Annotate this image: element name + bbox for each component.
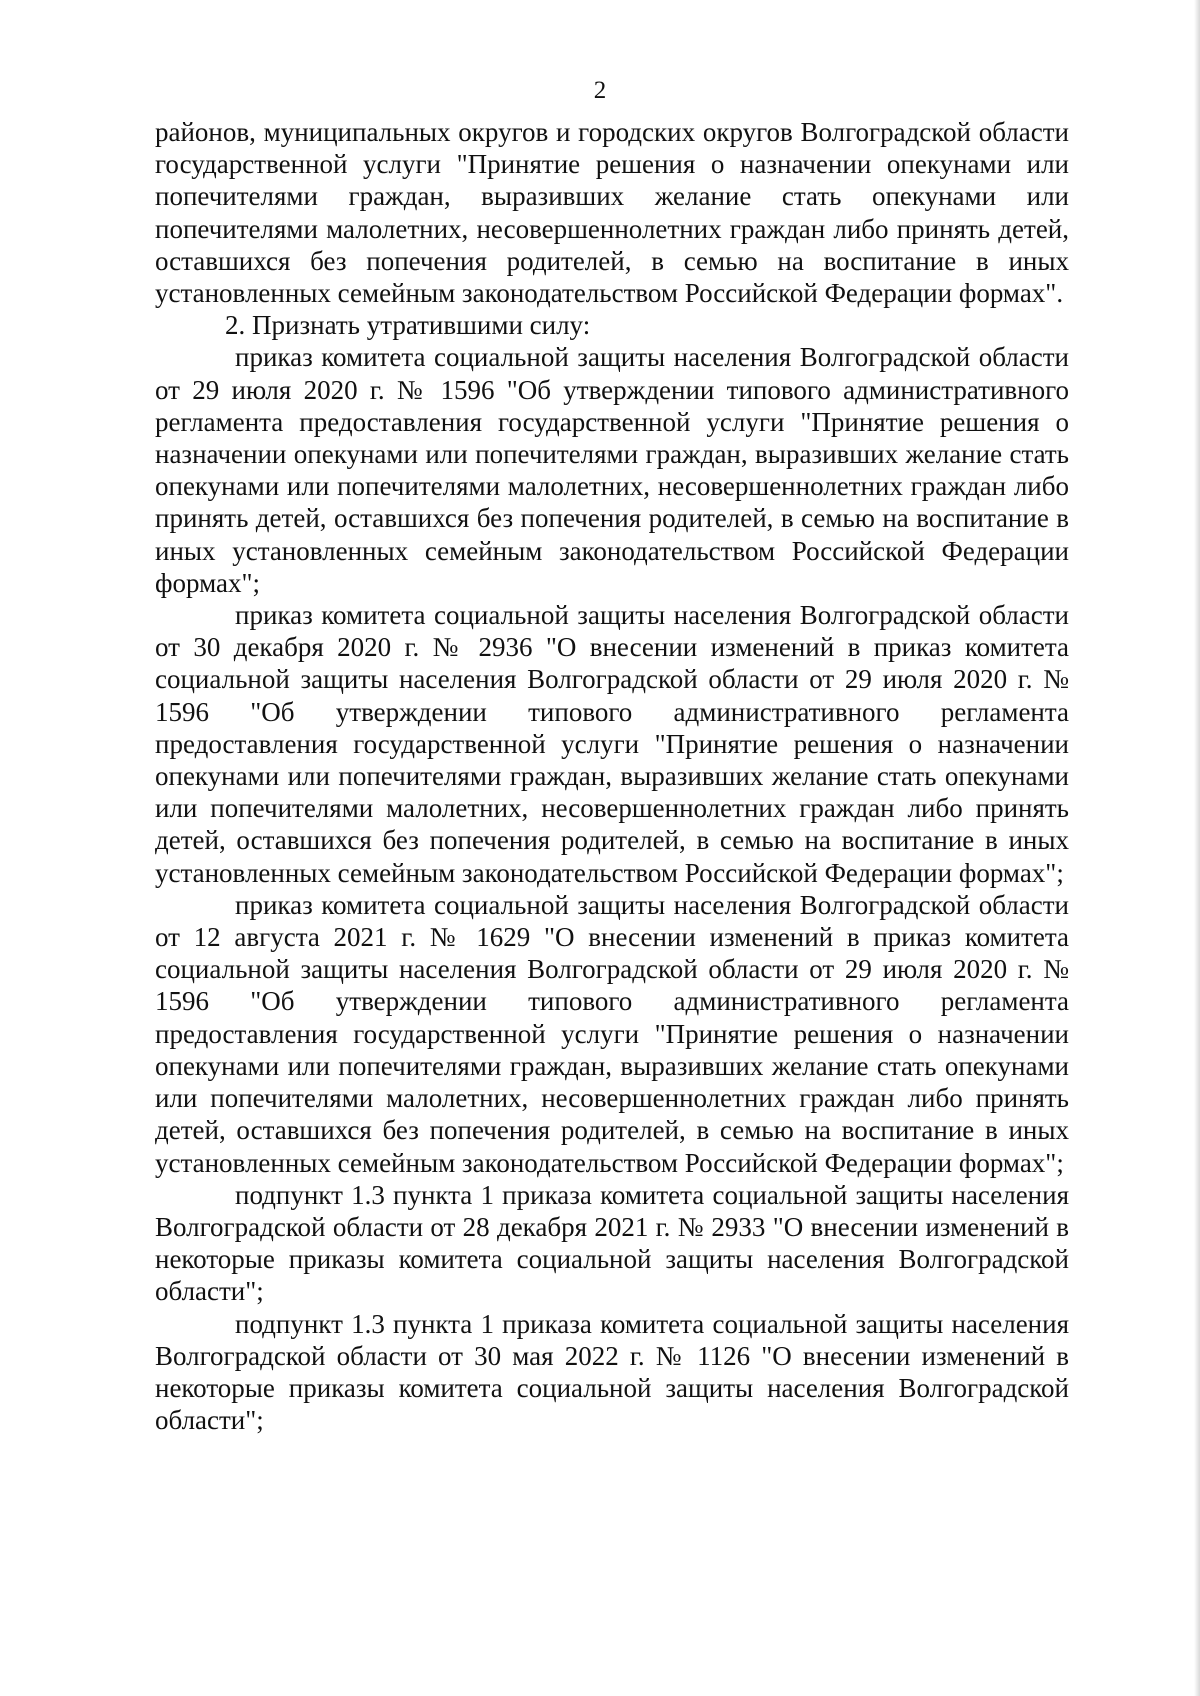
paragraph-order-1629: приказ комитета социальной защиты населения Волгоградской области от 12 августа 2021 г. № 1629 "О внесении изменений в приказ комитета социальной защиты населения Волгоградской области от 29 июля 2020 г. № 1596 "Об утверждении типового административного регламента предоставления государственной услуги "Принятие решения о назначении опекунами или попечителями граждан, выразивших желание стать опекунами или попечителями малолетних, несовершеннолетних граждан либо принять детей, оставшихся без попечения родителей, в семью на воспитание в иных установленных семейным законодательством Российской Федерации формах"; — [155, 889, 1069, 1178]
paragraph-continuation: районов, муниципальных округов и городских округов Волгоградской области государственной услуги "Принятие решения о назначении опекунами или попечителями граждан, выразивших желание стать опекунами или попечителями малолетних, несовершеннолетних граждан либо принять детей, оставшихся без попечения родителей, в семью на воспитание в иных установленных семейным законодательством Российской Федерации формах". — [155, 117, 1069, 309]
scan-edge-shadow — [1194, 0, 1200, 1696]
paragraph-item-2-heading: 2. Признать утратившими силу: — [225, 310, 591, 341]
paragraph-order-2936: приказ комитета социальной защиты населения Волгоградской области от 30 декабря 2020 г. № 2936 "О внесении изменений в приказ комитета социальной защиты населения Волгоградской области от 29 июля 2020 г. № 1596 "Об утверждении типового административного регламента предоставления государственной услуги "Принятие решения о назначении опекунами или попечителями граждан, выразивших желание стать опекунами или попечителями малолетних, несовершеннолетних граждан либо принять детей, оставшихся без попечения родителей, в семью на воспитание в иных установленных семейным законодательством Российской Федерации формах"; — [155, 600, 1069, 888]
page-number: 2 — [593, 77, 607, 104]
paragraph-order-2933: подпункт 1.3 пункта 1 приказа комитета социальной защиты населения Волгоградской области от 28 декабря 2021 г. № 2933 "О внесении изменений в некоторые приказы комитета социальной защиты населения Волгоградской области"; — [155, 1179, 1069, 1307]
paragraph-order-1596: приказ комитета социальной защиты населения Волгоградской области от 29 июля 2020 г. № 1596 "Об утверждении типового административного регламента предоставления государственной услуги "Принятие решения о назначении опекунами или попечителями граждан, выразивших желание стать опекунами или попечителями малолетних, несовершеннолетних граждан либо принять детей, оставшихся без попечения родителей, в семью на воспитание в иных установленных семейным законодательством Российской Федерации формах"; — [155, 342, 1069, 598]
paragraph-order-1126: подпункт 1.3 пункта 1 приказа комитета социальной защиты населения Волгоградской области от 30 мая 2022 г. № 1126 "О внесении изменений в некоторые приказы комитета социальной защиты населения Волгоградской области"; — [155, 1308, 1069, 1436]
document-body — [155, 116, 1069, 1436]
